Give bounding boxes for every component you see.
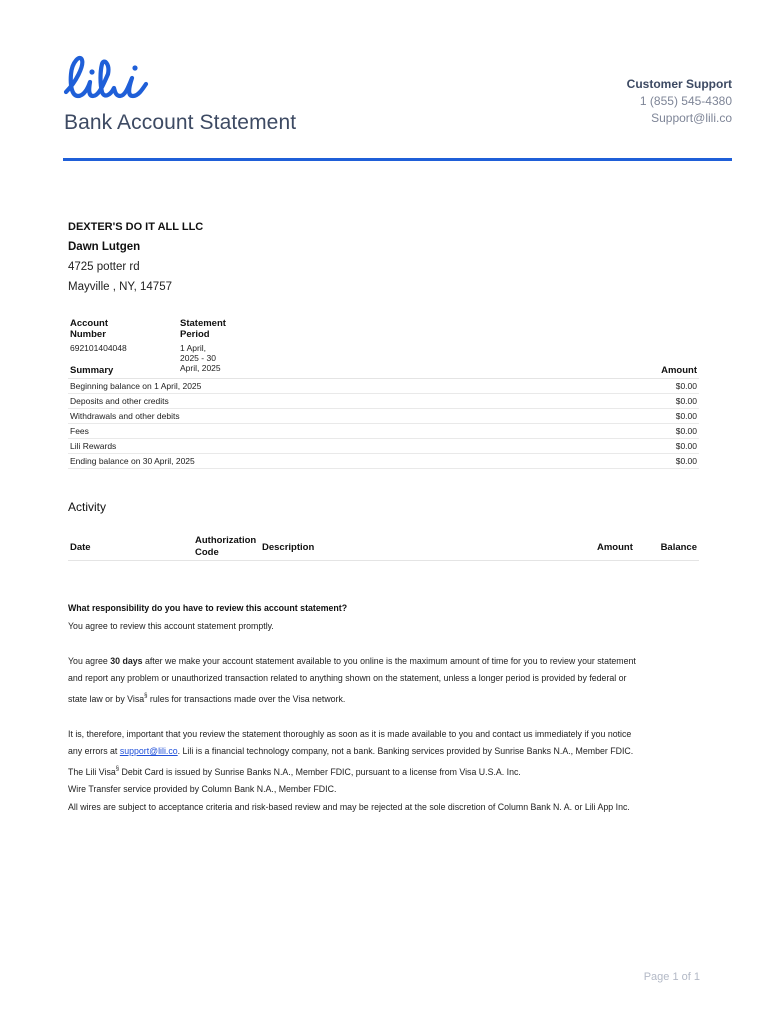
page-number: Page 1 of 1	[643, 971, 700, 983]
table-row	[68, 409, 699, 424]
legal-para-3-line-5: All wires are subject to acceptance criteria and risk-based review and may be rejected at the sole discretion of Column Bank N. A. or Lili App Inc.	[68, 801, 630, 812]
table-row	[68, 424, 699, 439]
legal-bold-days: 30 days	[110, 655, 143, 666]
summary-row-label: Deposits and other credits	[68, 394, 555, 409]
legal-text: state law or by Visa	[68, 693, 145, 704]
summary-row-label: Withdrawals and other debits	[68, 409, 555, 424]
col-authorization-code	[195, 535, 256, 559]
legal-text: after we make your account statement available to you online is the maximum amount of time for you to review your statement	[142, 655, 636, 666]
support-email: Support@lili.co	[651, 111, 732, 125]
col-amount: Amount	[597, 542, 633, 553]
col-date: Date	[70, 542, 91, 553]
col-description: Description	[262, 542, 315, 553]
address-line-1: 4725 potter rd	[68, 261, 140, 273]
legal-question: What responsibility do you have to review this account statement?	[68, 603, 348, 613]
legal-agree: You agree to review this account statement promptly.	[68, 620, 274, 631]
activity-title: Activity	[68, 500, 107, 514]
legal-text: Debit Card is issued by Sunrise Banks N.A., Member FDIC, pursuant to a license from Visa U.S.A. Inc.	[119, 766, 521, 777]
legal-text: The Lili Visa	[68, 766, 116, 777]
support-phone: 1 (855) 545-4380	[639, 94, 732, 108]
customer-support-block	[627, 76, 732, 127]
legal-superscript: §	[115, 765, 120, 772]
account-number-value: 692101404048	[70, 343, 127, 353]
table-row	[68, 394, 699, 409]
legal-superscript: §	[144, 692, 148, 699]
legal-text: rules for transactions made over the Visa network.	[147, 693, 346, 704]
header-divider	[63, 158, 732, 161]
address-line-2: Mayville , NY, 14757	[68, 281, 172, 293]
summary-row-label: Lili Rewards	[68, 439, 555, 454]
legal-para-2-line-1	[68, 653, 708, 671]
company-name: DEXTER'S DO IT ALL LLC	[68, 221, 204, 233]
activity-table-header	[68, 534, 699, 561]
summary-row-amount: $0.00	[555, 439, 699, 454]
account-number-block	[70, 318, 127, 353]
summary-header-row	[68, 363, 699, 379]
summary-row-amount: $0.00	[555, 454, 699, 469]
legal-para-3-line-3	[68, 761, 708, 782]
legal-para-3-line-4: Wire Transfer service provided by Column Bank N.A., Member FDIC.	[68, 784, 337, 794]
summary-row-label: Fees	[68, 424, 555, 439]
document-title: Bank Account Statement	[64, 111, 297, 134]
statement-period-label: Statement Period	[180, 318, 226, 340]
customer-name: Dawn Lutgen	[68, 241, 141, 253]
summary-row-amount: $0.00	[555, 409, 699, 424]
legal-text: . Lili is a financial technology company, not a bank. Banking services provided by Sunrise Banks N.A., Member FDIC.	[177, 746, 634, 756]
summary-header-amount: Amount	[555, 363, 699, 379]
summary-header-label: Summary	[68, 363, 555, 379]
col-balance: Balance	[660, 542, 697, 553]
legal-para-3-line-2	[68, 743, 708, 761]
summary-row-amount: $0.00	[555, 424, 699, 439]
col-auth-line2: Code	[195, 547, 219, 558]
support-email-link[interactable]: support@lili.co	[119, 746, 178, 756]
legal-disclosure	[68, 600, 708, 816]
statement-period-value: 1 April, 2025 - 30 April, 2025	[180, 343, 221, 373]
table-row	[68, 379, 699, 394]
col-auth-line1: Authorization	[195, 535, 257, 546]
support-heading: Customer Support	[626, 77, 732, 91]
summary-row-amount: $0.00	[555, 379, 699, 394]
table-row	[68, 454, 699, 469]
legal-para-3-line-1: It is, therefore, important that you review the statement thoroughly as soon as it is made available to you and contact us immediately if you notice	[68, 728, 632, 739]
legal-para-2-line-2: and report any problem or unauthorized transaction related to anything shown on the statement, unless a longer period is provided by federal or	[68, 673, 627, 683]
summary-row-label: Beginning balance on 1 April, 2025	[68, 379, 555, 394]
legal-para-2-line-3	[68, 688, 708, 709]
summary-row-label: Ending balance on 30 April, 2025	[68, 454, 555, 469]
summary-row-amount: $0.00	[555, 394, 699, 409]
lili-logo	[62, 52, 154, 108]
summary-table	[68, 363, 699, 469]
table-row	[68, 439, 699, 454]
legal-text: any errors at	[68, 746, 120, 756]
legal-text: You agree	[68, 655, 111, 666]
account-number-label: Account Number	[70, 318, 108, 340]
